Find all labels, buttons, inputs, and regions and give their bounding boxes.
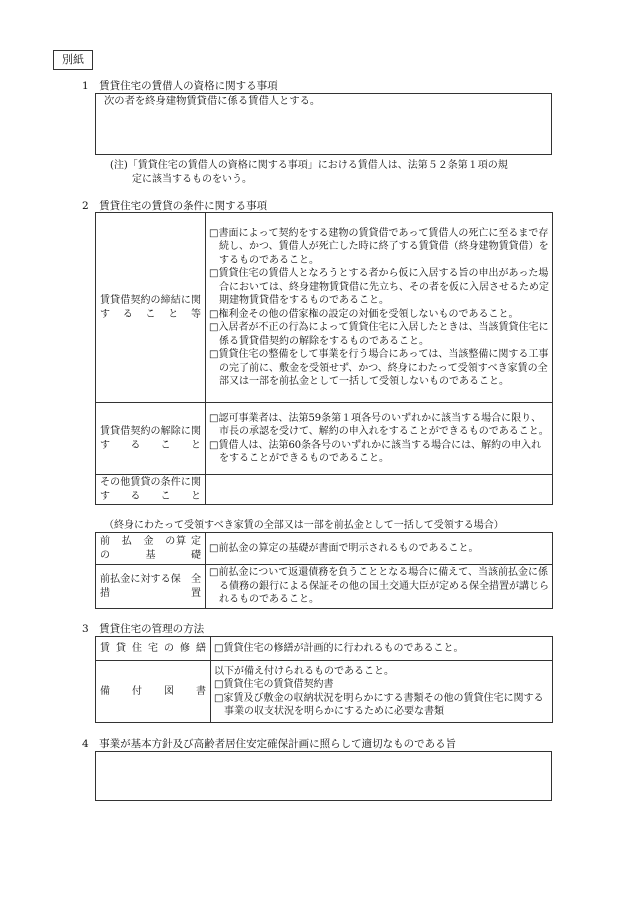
table-row-other-conditions xyxy=(96,475,553,505)
condition-item: □入居者が不正の行為によって賃貸住宅に入居したときは、当該賃貸住宅に係る賃貸借契約の解除をするものであること。 xyxy=(209,322,549,347)
condition-item: □賃借人は、法第60条各号のいずれかに該当する場合には、解約の申入れをすることができるものであること。 xyxy=(209,439,542,464)
row-label-other-conditions: その他賃貸の条件に関 す る こ と xyxy=(96,475,206,505)
rental-conditions-table xyxy=(95,212,553,505)
condition-item: □賃貸住宅の賃借人となろうとする者から仮に入居する旨の申出があった場合においては、終身建物賃貸借に先立ち、その者を仮に入居させるため定期建物賃貸借をするものであること。 xyxy=(209,268,549,306)
row-content-documents xyxy=(211,661,553,723)
table-row-prepayment-basis xyxy=(96,533,553,565)
table-row-contract-conclusion xyxy=(96,213,553,403)
row-content-prepayment-protection xyxy=(206,565,553,609)
section3-heading: 3 賃貸住宅の管理の方法 xyxy=(82,623,205,635)
section2-heading: 2 賃貸住宅の賃貸の条件に関する事項 xyxy=(82,200,268,212)
section4-box-text xyxy=(96,752,551,754)
condition-item: □家賃及び敷金の収納状況を明らかにする書類その他の賃貸住宅に関する事業の収支状況を明らかにするために必要な書類 xyxy=(214,692,544,717)
section1-box xyxy=(95,93,552,155)
condition-item: □前払金について返還債務を負うこととなる場合に備えて、当該前払金に係る債務の銀行による保証その他の国土交通大臣が定める保全措置が講じられるものであること。 xyxy=(209,567,549,606)
section1-heading: 1 賃貸住宅の賃借人の資格に関する事項 xyxy=(82,80,278,92)
table-row-documents xyxy=(96,661,553,723)
section1-note-line2: 定に該当するものをいう。 xyxy=(132,174,252,185)
management-table xyxy=(95,636,553,723)
row-label-contract-conclusion: 賃貸借契約の締結に関 す る こ と 等 xyxy=(96,213,206,403)
row-label-prepayment-basis: 前 払 金 の算 定 の 基 礎 xyxy=(96,533,206,565)
row-content-contract-termination xyxy=(206,403,553,475)
section1-note-line1: (注)「賃貸住宅の賃借人の資格に関する事項」における賃借人は、法第５２条第１項の規 xyxy=(110,160,508,171)
attachment-label: 別紙 xyxy=(53,50,93,70)
condition-item: □賃貸住宅の賃貸借契約書 xyxy=(214,679,334,690)
condition-item: □賃貸住宅の修繕が計画的に行われるものであること。 xyxy=(214,642,464,654)
documents-intro: 以下が備え付けられるものであること。 xyxy=(214,665,394,677)
row-label-repair: 賃 貸 住 宅 の 修 繕 xyxy=(96,637,211,661)
table-row-contract-termination xyxy=(96,403,553,475)
row-content-contract-conclusion xyxy=(206,213,553,403)
row-label-prepayment-protection: 前払金に対する保 全 措 置 xyxy=(96,565,206,609)
row-label-contract-termination: 賃貸借契約の解除に関 す る こ と xyxy=(96,403,206,475)
table-row-prepayment-protection xyxy=(96,565,553,609)
row-content-repair xyxy=(211,637,553,661)
condition-item: □権利金その他の借家権の設定の対価を受領しないものであること。 xyxy=(209,308,519,320)
section4-box xyxy=(95,751,552,801)
condition-item: □前払金の算定の基礎が書面で明示されるものであること。 xyxy=(209,542,479,554)
condition-item: □書面によって契約をする建物の賃貸借であって賃借人の死亡に至るまで存続し、かつ、賃借人が死亡した時に終了する賃貸借（終身建物賃貸借）をするものであること。 xyxy=(209,227,549,266)
table-row-repair xyxy=(96,637,553,661)
row-content-other-conditions xyxy=(206,475,553,505)
row-content-prepayment-basis xyxy=(206,533,553,565)
prepayment-caption: （終身にわたって受領すべき家賃の全部又は一部を前払金として一括して受領する場合） xyxy=(104,520,504,531)
section4-heading: 4 事業が基本方針及び高齢者居住安定確保計画に照らして適切なものである旨 xyxy=(82,738,457,750)
condition-item: □賃貸住宅の整備をして事業を行う場合にあっては、当該整備に関する工事の完了前に、敷金を受領せず、かつ、終身にわたって受領すべき家賃の全部又は一部を前払金として一括して受領しないものであること。 xyxy=(209,349,549,387)
section1-box-text: 次の者を終身建物賃貸借に係る賃借人とする。 xyxy=(104,95,321,107)
condition-item: □認可事業者は、法第59条第１項各号のいずれかに該当する場合に限り、市長の承認を受けて、解約の申入れをすることができるものであること。 xyxy=(209,412,549,437)
prepayment-table xyxy=(95,532,553,609)
row-label-documents: 備 付 図 書 xyxy=(96,661,211,723)
